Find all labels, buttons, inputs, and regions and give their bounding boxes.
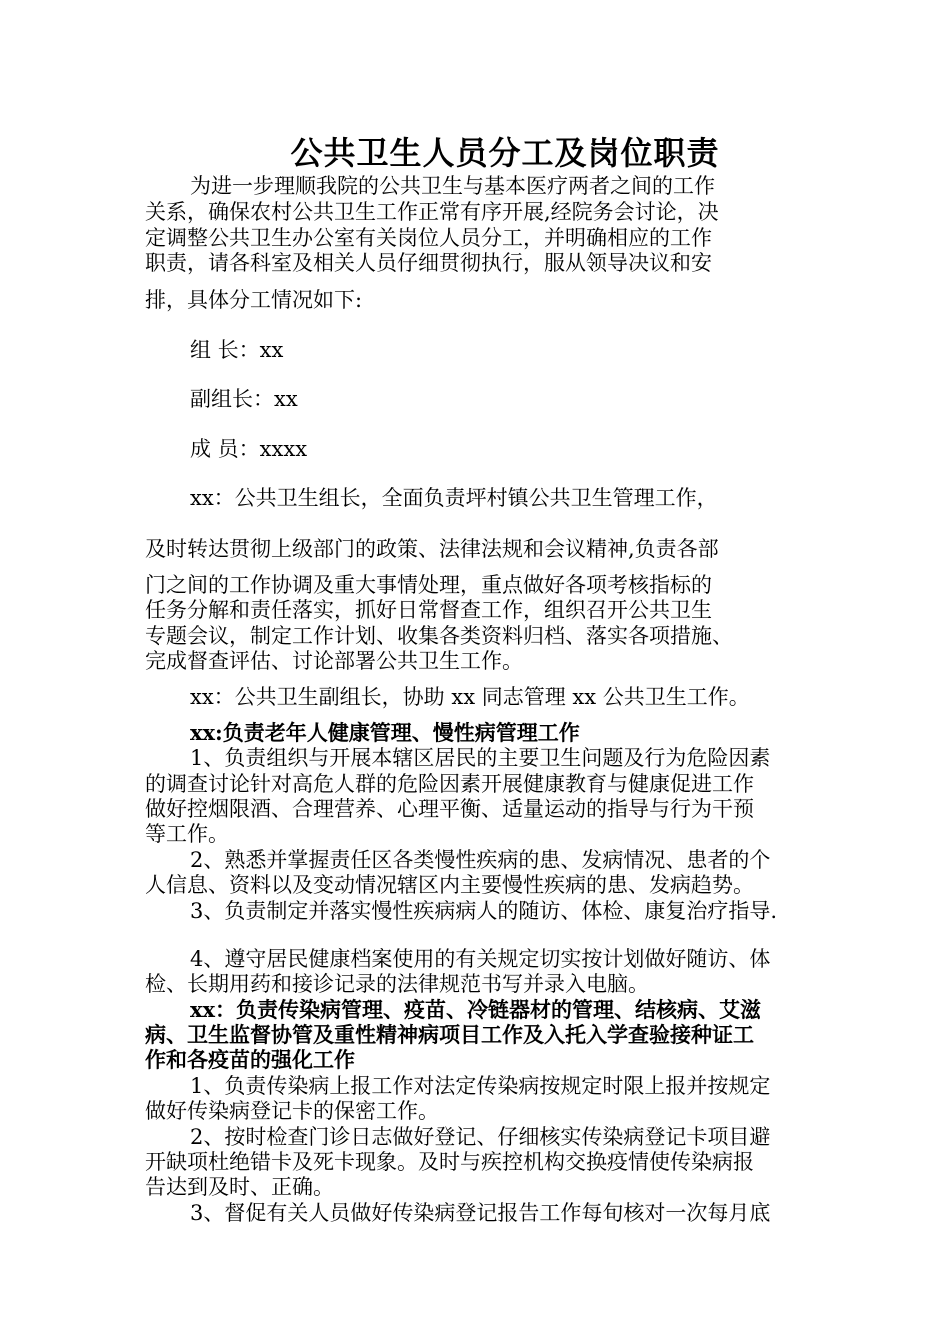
section-item-line: 检、长期用药和接诊记录的法律规范书写并录入电脑。 [145, 972, 649, 996]
section-item-line: 3、负责制定并落实慢性疾病病人的随访、体检、康复治疗指导. [190, 899, 778, 923]
section-heading: 病、卫生监督协管及重性精神病项目工作及入托入学查验接种证工 [145, 1022, 754, 1047]
section-item-line: 2、按时检查门诊日志做好登记、仔细核实传染病登记卡项目避 [190, 1125, 771, 1149]
leader-line: 组 长：xx [190, 338, 284, 362]
section-item-line: 等工作。 [145, 822, 229, 846]
section-heading: xx：负责传染病管理、疫苗、冷链器材的管理、结核病、艾滋 [190, 997, 762, 1022]
section-item-line: 1、负责传染病上报工作对法定传染病按规定时限上报并按规定 [190, 1074, 771, 1098]
section-item-line: 做好传染病登记卡的保密工作。 [145, 1099, 439, 1123]
leader-duty-line: 专题会议，制定工作计划、收集各类资料归档、落实各项措施、 [145, 624, 733, 648]
leader-duty-line: 及时转达贯彻上级部门的政策、法律法规和会议精神,负责各部 [145, 537, 719, 561]
section-item-line: 4、遵守居民健康档案使用的有关规定切实按计划做好随访、体 [190, 947, 771, 971]
intro-line: 为进一步理顺我院的公共卫生与基本医疗两者之间的工作 [190, 174, 715, 198]
leader-duty-line: 完成督查评估、讨论部署公共卫生工作。 [145, 649, 523, 673]
deputy-line: 副组长：xx [190, 387, 298, 411]
section-heading: 作和各疫苗的强化工作 [145, 1047, 355, 1072]
intro-line: 职责，请各科室及相关人员仔细贯彻执行，服从领导决议和安 [145, 251, 712, 275]
section-item-line: 做好控烟限酒、合理营养、心理平衡、适量运动的指导与行为干预 [145, 797, 754, 821]
section-item-line: 告达到及时、正确。 [145, 1175, 334, 1199]
section-item-line: 的调查讨论针对高危人群的危险因素开展健康教育与健康促进工作 [145, 772, 754, 796]
section-heading: xx:负责老年人健康管理、慢性病管理工作 [190, 720, 580, 745]
leader-duty-line: 门之间的工作协调及重大事情处理，重点做好各项考核指标的 [145, 573, 712, 597]
section-item-line: 开缺项杜绝错卡及死卡现象。及时与疾控机构交换疫情使传染病报 [145, 1150, 754, 1174]
intro-line: 关系，确保农村公共卫生工作正常有序开展,经院务会讨论，决 [145, 200, 719, 224]
leader-duty-line: xx：公共卫生组长，全面负责坪村镇公共卫生管理工作， [190, 486, 718, 510]
intro-line: 排，具体分工情况如下: [145, 288, 363, 312]
deputy-duty-line: xx：公共卫生副组长，协助 xx 同志管理 xx 公共卫生工作。 [190, 685, 750, 709]
section-item-line: 1、负责组织与开展本辖区居民的主要卫生问题及行为危险因素 [190, 746, 771, 770]
section-item-line: 3、督促有关人员做好传染病登记报告工作每旬核对一次每月底 [190, 1201, 771, 1225]
intro-line: 定调整公共卫生办公室有关岗位人员分工，并明确相应的工作 [145, 226, 712, 250]
members-line: 成 员：xxxx [190, 437, 308, 461]
leader-duty-line: 任务分解和责任落实，抓好日常督查工作，组织召开公共卫生 [145, 598, 712, 622]
section-item-line: 2、熟悉并掌握责任区各类慢性疾病的患、发病情况、患者的个 [190, 848, 771, 872]
document-title: 公共卫生人员分工及岗位职责 [290, 134, 720, 172]
section-item-line: 人信息、资料以及变动情况辖区内主要慢性疾病的患、发病趋势。 [145, 873, 754, 897]
